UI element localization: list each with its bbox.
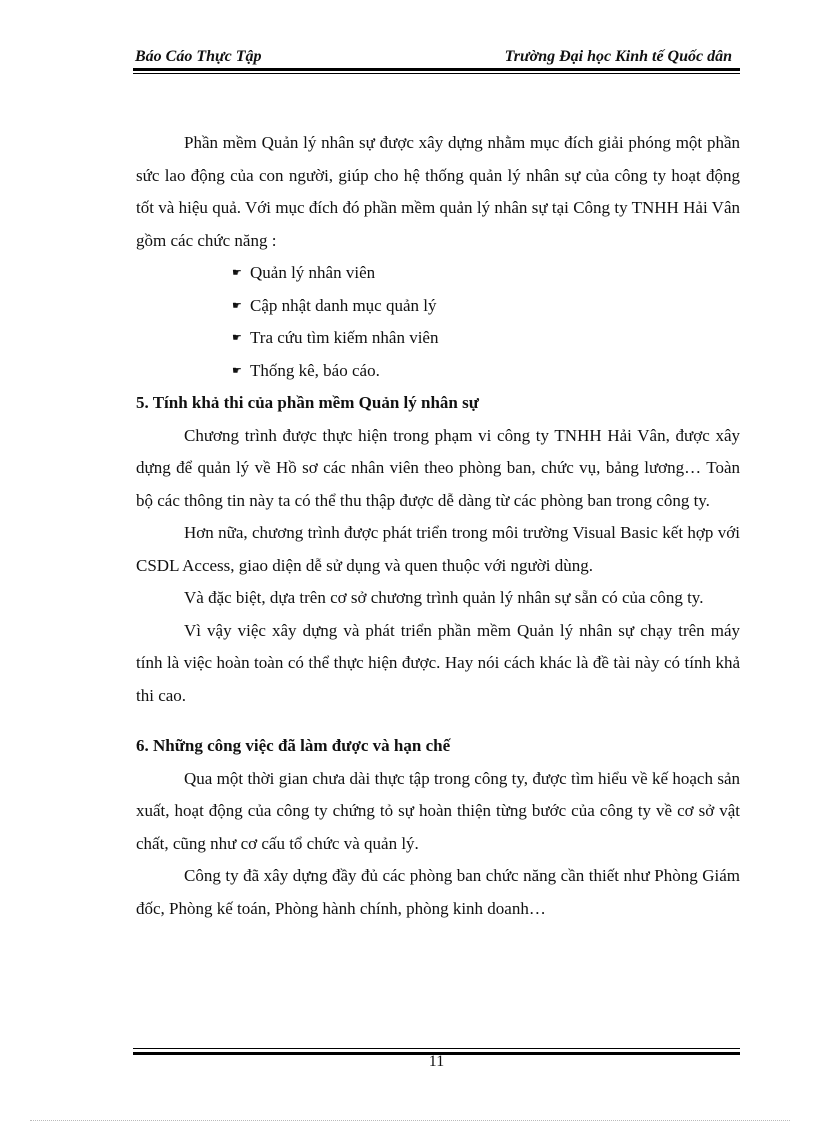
- section-6-paragraph: Công ty đã xây dựng đầy đủ các phòng ban chức năng cần thiết như Phòng Giám đốc, Phòng kế toán, Phòng hành chính, phòng kinh doanh…: [136, 866, 740, 918]
- list-item-text: Quản lý nhân viên: [250, 263, 376, 282]
- section-5-heading: 5. Tính khả thi của phần mềm Quản lý nhân sự: [136, 393, 479, 412]
- page-header: [133, 48, 740, 68]
- list-item: [232, 322, 740, 355]
- writing-hand-icon: ☛: [232, 332, 242, 344]
- list-item-text: Thống kê, báo cáo.: [250, 360, 380, 380]
- section-spacer: [136, 712, 740, 730]
- footer-rule-thin: [133, 1048, 740, 1049]
- list-item: [232, 290, 740, 323]
- section-5-paragraph: Và đặc biệt, dựa trên cơ sở chương trình quản lý nhân sự sẵn có của công ty.: [184, 588, 704, 607]
- page-edge-dotted-line: [30, 1120, 790, 1121]
- function-list: [136, 257, 740, 387]
- header-university: Trường Đại học Kinh tế Quốc dân: [504, 48, 732, 65]
- section-6-heading: 6. Những công việc đã làm được và hạn chế: [136, 736, 451, 755]
- page-body: [136, 127, 740, 925]
- header-rule-thin: [133, 73, 740, 74]
- writing-hand-icon: ☛: [232, 364, 242, 377]
- page-number: 11: [428, 1053, 445, 1070]
- writing-hand-icon: ☛: [232, 267, 242, 279]
- header-rule-thick: [133, 68, 740, 71]
- writing-hand-icon: ☛: [232, 299, 242, 312]
- list-item: [232, 355, 740, 388]
- header-report-title: Báo Cáo Thực Tập: [135, 48, 262, 65]
- section-6-paragraph: Qua một thời gian chưa dài thực tập trong công ty, được tìm hiểu về kế hoạch sản xuất, hoạt động của công ty chứng tỏ sự hoàn thiện từng bước của công ty về cơ sở vật chất, cũng như cơ cấu tổ chức và quản lý.: [136, 768, 740, 853]
- section-5-paragraph: Hơn nữa, chương trình được phát triển trong môi trường Visual Basic kết hợp với CSDL Access, giao diện dễ sử dụng và quen thuộc với người dùng.: [136, 523, 740, 575]
- list-item: [232, 257, 740, 290]
- list-item-text: Cập nhật danh mục quản lý: [250, 295, 437, 315]
- section-5-paragraph: Chương trình được thực hiện trong phạm vi công ty TNHH Hải Vân, được xây dựng để quản lý về Hồ sơ các nhân viên theo phòng ban, chức vụ, bảng lương… Toàn bộ các thông tin này ta có thể thu thập được dễ dàng từ các phòng ban trong công ty.: [136, 425, 740, 510]
- list-item-text: Tra cứu tìm kiếm nhân viên: [250, 328, 439, 347]
- intro-paragraph: Phần mềm Quản lý nhân sự được xây dựng nhằm mục đích giải phóng một phần sức lao động của con người, giúp cho hệ thống quản lý nhân sự của công ty hoạt động tốt và hiệu quả. Với mục đích đó phần mềm quản lý nhân sự tại Công ty TNHH Hải Vân gồm các chức năng :: [136, 133, 740, 250]
- section-5-paragraph: Vì vậy việc xây dựng và phát triển phần mềm Quản lý nhân sự chạy trên máy tính là việc hoàn toàn có thể thực hiện được. Hay nói cách khác là đề tài này có tính khả thi cao.: [136, 620, 740, 705]
